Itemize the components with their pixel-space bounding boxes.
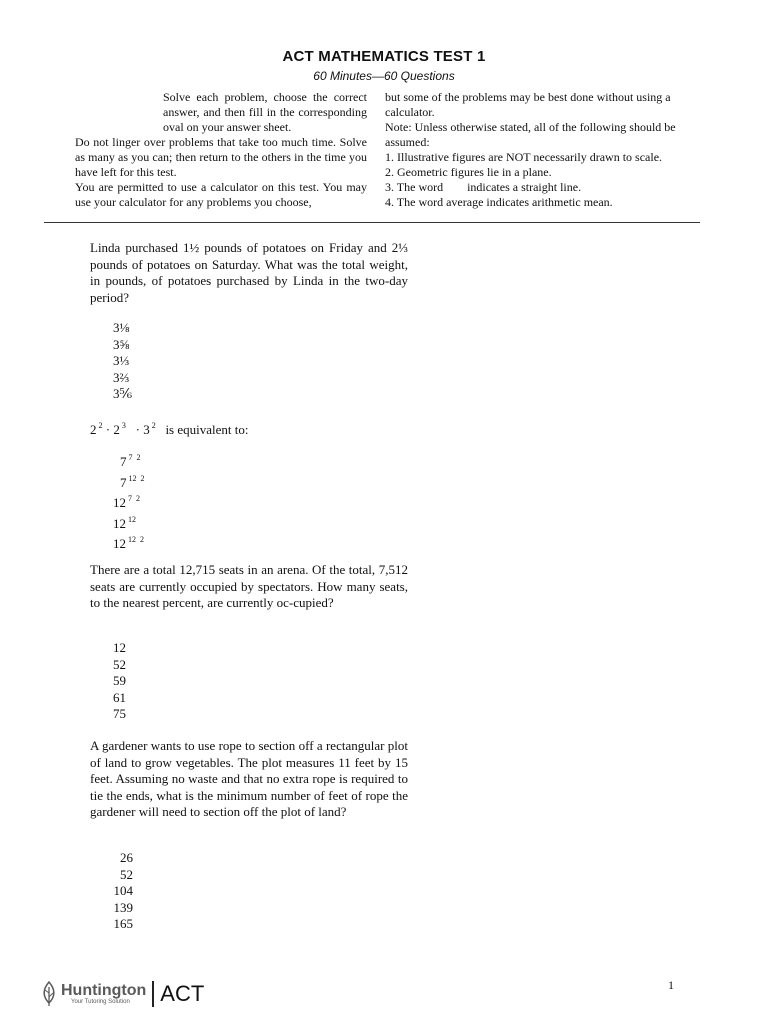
direction-paragraph: Solve each problem, choose the correct answer, and then fill in the corresponding oval on your answer sheet.	[163, 90, 367, 134]
choice-exponent: 7 2	[128, 453, 141, 462]
answer-choice[interactable]: 3⅔	[113, 369, 130, 385]
choice-base: 7	[120, 454, 127, 469]
expr-tail: is equivalent to:	[165, 422, 249, 437]
choice-base: 12	[113, 515, 126, 531]
answer-choice[interactable]	[110, 491, 158, 512]
leaf-icon	[40, 981, 58, 1007]
test-subtitle: 60 Minutes—60 Questions	[313, 69, 455, 83]
directions-left	[75, 90, 367, 210]
section-divider	[44, 222, 700, 223]
question-2-expression	[90, 421, 248, 438]
question-4-text: A gardener wants to use rope to section off a rectangular plot of land to grow vegetables. The plot measures 11 feet by 15 feet. Assuming no waste and that no extra rope is required to tie the ends, what is the minimum number of feet of rope the gardener will need to section off the plot of land?	[90, 738, 408, 819]
choice-base: 12	[113, 536, 126, 551]
question-3-text: There are a total 12,715 seats in an arena. Of the total, 7,512 seats are currently occupied by spectators. How many seats, to the nearest percent, are currently oc-cupied?	[90, 562, 408, 610]
answer-choice[interactable]: 75	[113, 706, 126, 721]
answer-choice[interactable]	[110, 512, 158, 533]
expr-dot: ·	[135, 422, 140, 437]
page-number: 1	[668, 978, 674, 992]
answer-choice[interactable]	[110, 450, 158, 471]
question-4-choices	[108, 850, 133, 933]
question-1-choices	[113, 320, 132, 403]
answer-choice[interactable]: 26	[120, 850, 133, 865]
answer-choice[interactable]: 165	[113, 916, 133, 931]
question-1-text: Linda purchased 1½ pounds of potatoes on Friday and 2⅓ pounds of potatoes on Saturday. What was the total weight, in pounds, of potatoes purchased by Linda in the two-day period?	[90, 240, 408, 305]
expr-base: 2	[113, 422, 120, 437]
footer-logo	[40, 978, 204, 1010]
question-2-choices	[110, 450, 158, 553]
question-3-choices	[113, 640, 126, 723]
answer-choice[interactable]: 104	[113, 883, 133, 898]
logo-wordmark: Huntington	[61, 981, 147, 999]
choice-exponent: 7 2	[128, 494, 140, 503]
answer-choice[interactable]: 59	[113, 673, 126, 688]
direction-paragraph: 4. The word average indicates arithmetic mean.	[385, 195, 613, 209]
answer-choice[interactable]: 3⅓	[113, 353, 130, 368]
direction-paragraph: 3. The word indicates a straight line.	[385, 180, 582, 194]
direction-paragraph: You are permitted to use a calculator on this test. You may use your calculator for any problems you choose,	[75, 180, 367, 209]
expr-base: 3	[143, 422, 150, 437]
direction-paragraph: 1. Illustrative figures are NOT necessarily drawn to scale.	[385, 150, 663, 164]
choice-base: 12	[113, 495, 126, 510]
expr-dot: ·	[105, 422, 111, 437]
answer-choice[interactable]	[110, 471, 158, 492]
logo-text	[61, 983, 146, 1006]
answer-choice[interactable]	[110, 532, 158, 553]
answer-choice[interactable]: 3⅚	[113, 386, 133, 401]
logo-divider	[152, 981, 154, 1007]
direction-paragraph: Note: Unless otherwise stated, all of the following should be assumed:	[385, 120, 676, 149]
answer-choice[interactable]: 3⅛	[113, 320, 130, 335]
answer-choice[interactable]: 52	[120, 866, 133, 882]
answer-choice[interactable]: 139	[113, 899, 133, 915]
directions-right	[385, 90, 685, 210]
answer-choice[interactable]: 3⅝	[113, 336, 130, 352]
expr-base: 2	[90, 422, 97, 437]
direction-paragraph: Do not linger over problems that take too much time. Solve as many as you can; then return to the others in the time you have left for this test.	[75, 135, 367, 179]
answer-choice[interactable]: 52	[113, 656, 126, 672]
logo-act: ACT	[160, 981, 205, 1006]
direction-paragraph: but some of the problems may be best done without using a calculator.	[385, 90, 671, 119]
test-title: ACT MATHEMATICS TEST 1	[282, 48, 486, 65]
direction-paragraph: 2. Geometric figures lie in a plane.	[385, 165, 552, 179]
choice-exponent: 12 2	[128, 535, 144, 544]
answer-choice[interactable]: 12	[113, 640, 126, 655]
choice-exponent: 12 2	[128, 473, 145, 483]
expr-exponent: 2	[151, 421, 156, 430]
logo-tagline: Your Tutoring Solution	[71, 998, 130, 1005]
expr-exponent: 2	[98, 421, 103, 430]
expr-exponent: 3	[121, 421, 126, 430]
choice-base: 7	[120, 474, 127, 490]
answer-choice[interactable]: 61	[113, 689, 126, 705]
choice-exponent: 12	[128, 514, 136, 524]
